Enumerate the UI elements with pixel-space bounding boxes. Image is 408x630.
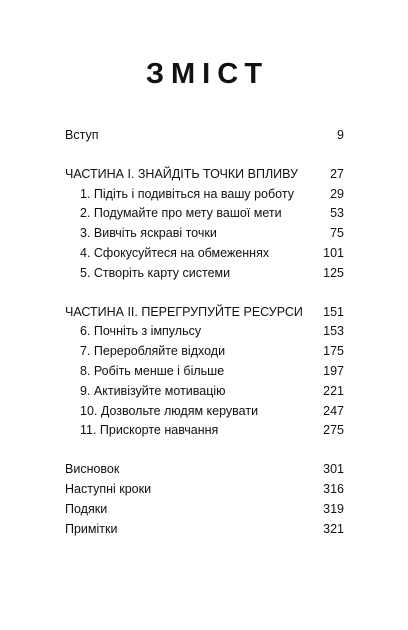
toc-chapter-label: 2. Подумайте про мету вашої мети bbox=[80, 206, 282, 221]
toc-entry-label: Подяки bbox=[65, 501, 108, 516]
toc-chapter bbox=[65, 421, 344, 441]
toc-part-page: 151 bbox=[323, 304, 344, 319]
toc-entry-conclusion bbox=[65, 460, 344, 480]
toc-chapter-page: 29 bbox=[330, 186, 344, 201]
toc-chapter-label: 7. Переробляйте відходи bbox=[80, 344, 226, 359]
toc-chapter-page: 125 bbox=[323, 265, 344, 280]
toc-chapter-label: 11. Прискорте навчання bbox=[80, 423, 219, 438]
toc-part-label: ЧАСТИНА ІІ. ПЕРЕГРУПУЙТЕ РЕСУРСИ bbox=[65, 304, 303, 319]
toc-chapter-label: 6. Почніть з імпульсу bbox=[80, 324, 202, 339]
toc-part-label: ЧАСТИНА І. ЗНАЙДІТЬ ТОЧКИ ВПЛИВУ bbox=[65, 166, 298, 181]
toc-entry-page: 316 bbox=[323, 481, 344, 496]
toc-chapter-label: 9. Активізуйте мотивацію bbox=[80, 383, 226, 398]
toc-chapter-label: 5. Створіть карту системи bbox=[80, 265, 231, 280]
toc-chapter bbox=[65, 185, 344, 205]
toc-chapter-label: 4. Сфокусуйтеся на обмеженнях bbox=[80, 245, 270, 260]
toc-chapter-page: 175 bbox=[323, 344, 344, 359]
toc-entry-page: 301 bbox=[323, 462, 344, 477]
table-of-contents bbox=[65, 126, 344, 539]
toc-chapter bbox=[65, 322, 344, 342]
toc-part-heading-1 bbox=[65, 165, 344, 185]
toc-entry-label: Висновок bbox=[65, 462, 120, 477]
toc-entry-intro bbox=[65, 126, 344, 146]
toc-entry-label: Наступні кроки bbox=[65, 481, 152, 496]
toc-chapter-page: 153 bbox=[323, 324, 344, 339]
toc-chapter bbox=[65, 224, 344, 244]
toc-chapter-label: 8. Робіть менше і більше bbox=[80, 363, 225, 378]
toc-chapter bbox=[65, 362, 344, 382]
toc-chapter bbox=[65, 382, 344, 402]
toc-chapter-page: 275 bbox=[323, 423, 344, 438]
toc-chapter-page: 221 bbox=[323, 383, 344, 398]
toc-chapter-page: 75 bbox=[330, 226, 344, 241]
toc-chapter-page: 53 bbox=[330, 206, 344, 221]
toc-entry-notes bbox=[65, 520, 344, 540]
toc-entry-label: Примітки bbox=[65, 521, 118, 536]
toc-chapter-page: 101 bbox=[323, 245, 344, 260]
toc-entry-page: 9 bbox=[337, 128, 344, 142]
toc-chapter bbox=[65, 244, 344, 264]
toc-chapter-page: 197 bbox=[323, 363, 344, 378]
toc-part-heading-2 bbox=[65, 303, 344, 323]
toc-chapter-label: 10. Дозвольте людям керувати bbox=[80, 403, 259, 418]
toc-chapter-page: 247 bbox=[323, 403, 344, 418]
toc-chapter bbox=[65, 402, 344, 422]
toc-part-page: 27 bbox=[330, 166, 344, 181]
toc-chapter-label: 1. Підіть і подивіться на вашу роботу bbox=[80, 186, 294, 201]
toc-entry-label: Вступ bbox=[65, 128, 99, 142]
toc-chapter bbox=[65, 204, 344, 224]
page-title: ЗМІСТ bbox=[145, 58, 270, 90]
toc-entry-page: 319 bbox=[323, 501, 344, 516]
toc-entry-page: 321 bbox=[323, 521, 344, 536]
toc-chapter bbox=[65, 264, 344, 284]
toc-entry-acknowledgements bbox=[65, 500, 344, 520]
toc-chapter bbox=[65, 342, 344, 362]
toc-entry-next-steps bbox=[65, 480, 344, 500]
toc-chapter-label: 3. Вивчіть яскраві точки bbox=[80, 226, 217, 241]
